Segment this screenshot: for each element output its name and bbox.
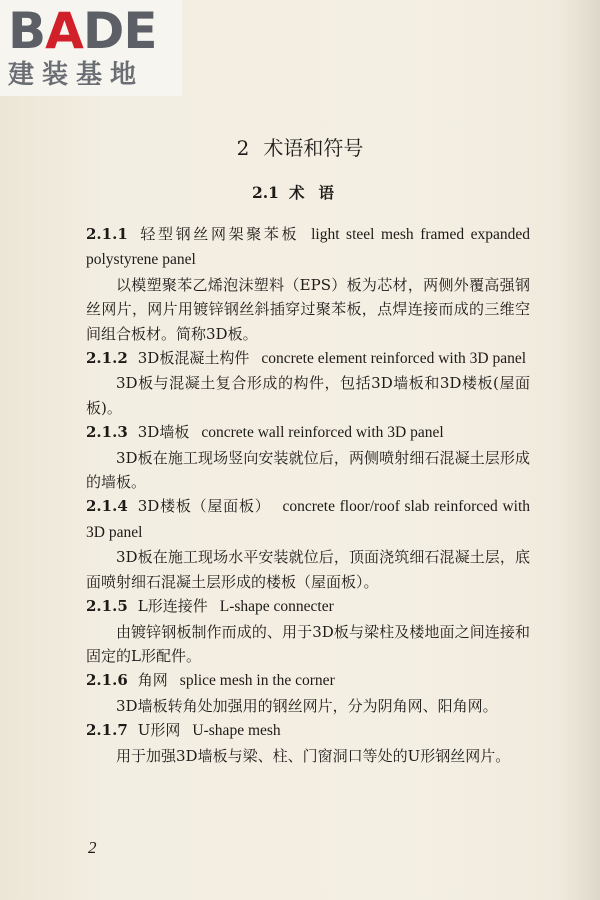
term-english: L-shape connecter: [219, 598, 334, 616]
term-definition: 由镀锌钢板制作而成的、用于3D板与梁柱及楼地面之间连接和固定的L形配件。: [86, 622, 530, 665]
term-heading: [86, 222, 530, 273]
chapter-number: 2: [236, 136, 250, 160]
term-item: [86, 718, 530, 768]
term-english: concrete wall reinforced with 3D panel: [201, 424, 444, 442]
logo-subtitle: 建装基地: [8, 60, 145, 90]
term-chinese: 3D墙板: [137, 423, 190, 442]
term-definition: 3D墙板转角处加强用的钢丝网片，分为阴角网、阳角网。: [116, 696, 498, 715]
term-heading: [86, 718, 530, 743]
term-english: splice mesh in the corner: [179, 672, 335, 690]
section-name: 术语: [288, 183, 348, 202]
term-number: 2.1.2: [86, 349, 128, 368]
term-number: 2.1.6: [86, 671, 128, 690]
term-number: 2.1.7: [86, 721, 128, 740]
term-chinese: L形连接件: [137, 597, 208, 616]
term-item: [86, 222, 530, 346]
term-heading: [86, 346, 530, 371]
logo: [0, 0, 182, 96]
logo-mark: [8, 4, 157, 58]
term-heading: [86, 494, 530, 545]
term-definition: 以模塑聚苯乙烯泡沫塑料（EPS）板为芯材，两侧外覆高强钢丝网片，网片用镀锌钢丝斜插穿过聚苯板，点焊连接而成的三维空间组合板材。简称3D板。: [86, 275, 530, 343]
section-title: [0, 181, 600, 205]
logo-mark-suffix: DE: [82, 2, 157, 60]
logo-mark-prefix: B: [8, 2, 46, 60]
term-heading: [86, 668, 530, 693]
chapter-title: [0, 133, 600, 163]
term-heading: [86, 594, 530, 619]
term-definition: 3D板在施工现场竖向安装就位后，两侧喷射细石混凝土层形成的墙板。: [86, 448, 530, 492]
term-chinese: 3D楼板（屋面板）: [137, 497, 271, 516]
term-item: [86, 346, 530, 420]
term-english: concrete floor/roof slab reinforced with 3D panel: [86, 498, 531, 541]
term-number: 2.1.4: [86, 497, 128, 516]
term-item: [86, 494, 530, 594]
term-number: 2.1.5: [86, 597, 128, 616]
term-item: [86, 594, 530, 668]
term-definition: 3D板在施工现场水平安装就位后，顶面浇筑细石混凝土层，底面喷射细石混凝土层形成的楼板（屋面板）。: [86, 548, 530, 591]
term-number: 2.1.3: [86, 423, 128, 442]
term-english: light steel mesh framed expanded polystyrene panel: [86, 226, 530, 269]
term-chinese: 轻型钢丝网架聚苯板: [137, 225, 300, 243]
section-number: 2.1: [252, 183, 279, 202]
term-number: 2.1.1: [86, 225, 128, 243]
page-number: 2: [88, 838, 97, 857]
term-english: concrete element reinforced with 3D panel: [261, 350, 527, 368]
logo-mark-accent: A: [45, 2, 83, 60]
term-chinese: 3D板混凝土构件: [137, 349, 250, 368]
term-heading: [86, 420, 530, 445]
term-chinese: 角网: [137, 671, 168, 690]
term-definition: 3D板与混凝土复合形成的构件，包括3D墙板和3D楼板(屋面板)。: [86, 374, 530, 417]
term-item: [86, 420, 530, 494]
term-english: U-shape mesh: [192, 722, 281, 740]
terms-list: [86, 222, 530, 768]
term-item: [86, 668, 530, 718]
chapter-name: 术语和符号: [263, 136, 364, 160]
term-chinese: U形网: [137, 721, 181, 740]
term-definition: 用于加强3D墙板与梁、柱、门窗洞口等处的U形钢丝网片。: [116, 746, 511, 765]
